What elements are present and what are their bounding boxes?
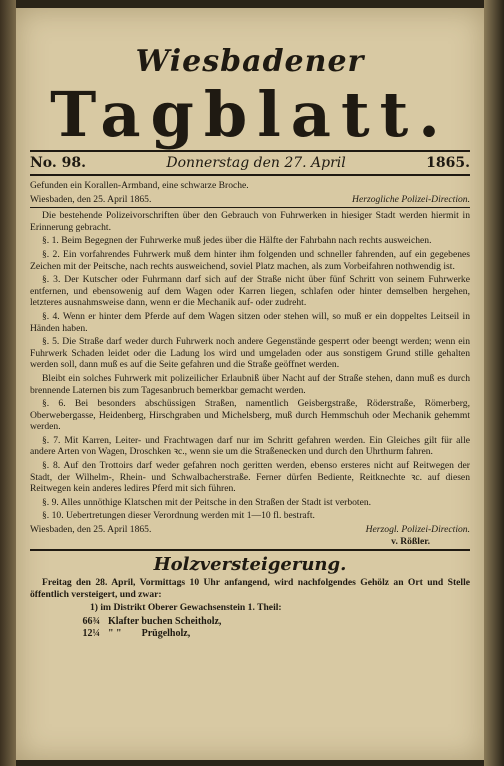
ordinance-paragraph: §. 10. Uebertretungen dieser Verordnung werden mit 1—10 fl. bestraft. [42, 510, 315, 522]
auction-title: Holzversteigerung. [153, 554, 347, 576]
found-notice: Gefunden ein Korallen-Armband, eine schwarze Broche. [30, 180, 249, 191]
auction-lot [30, 628, 470, 640]
lot-quantity: 66¾ [82, 616, 100, 627]
notice-rule [30, 207, 470, 208]
content [30, 180, 470, 640]
issue-date: Donnerstag den 27. April [166, 155, 346, 171]
issue-number: No. 98. [30, 155, 86, 171]
issue-year: 1865. [426, 155, 470, 171]
issue-line [30, 155, 470, 171]
newspaper-page [16, 8, 484, 760]
masthead [16, 8, 484, 150]
ordinance-signature [30, 524, 470, 536]
ordinance-authority: Herzogl. Polizei-Direction. [365, 524, 470, 536]
auction-district: 1) im Distrikt Oberer Gewachsenstein 1. Theil: [90, 602, 282, 614]
found-notice-signature [30, 194, 470, 206]
issue-rule [30, 174, 470, 176]
masthead-title: Tagblatt. [50, 78, 450, 151]
ordinance-signer-line [30, 536, 470, 548]
auction-intro: Freitag den 28. April, Vormittags 10 Uhr anfangend, wird nachfolgendes Gehölz an Ort und Stelle öffentlich versteigert, und zwar: [30, 577, 470, 600]
ordinance-date: Wiesbaden, den 25. April 1865. [30, 524, 152, 536]
book-spine [0, 0, 16, 766]
ordinance-paragraph: Bleibt ein solches Fuhrwerk mit polizeilicher Erlaubniß über Nacht auf der Straße stehen, dann muß es durch brennende Laternen bis zum Tagesanbruch bemerkbar gemacht werden. [30, 372, 470, 396]
lot-description: Klafter buchen Scheitholz, [108, 616, 222, 627]
ordinance-intro: Die bestehende Polizeivorschriften über den Gebrauch von Fuhrwerken in hiesiger Stadt werden hiermit in Erinnerung gebracht. [30, 210, 470, 233]
auction-lot [30, 616, 470, 628]
found-notice-authority: Herzogliche Polizei-Direction. [352, 193, 470, 205]
ordinance-paragraph: §. 7. Mit Karren, Leiter- und Frachtwagen darf nur im Schritt gefahren werden. Ein Gleiches gilt für alle andere Arten von Wagen, Droschken ꝛc., wenn sie um die Straßenecken und durch den Uhrthurm fahren. [30, 434, 470, 458]
masthead-line1: Wiesbadener [135, 44, 365, 79]
lot-description: " " [108, 628, 122, 639]
page-edge [484, 0, 504, 766]
found-notice-date: Wiesbaden, den 25. April 1865. [30, 193, 152, 205]
lot-detail: Prügelholz, [141, 628, 191, 639]
ordinance-paragraph: §. 1. Beim Begegnen der Fuhrwerke muß jedes über die Hälfte der Fahrbahn nach rechts ausweichen. [42, 235, 432, 247]
ordinance-paragraph: §. 3. Der Kutscher oder Fuhrmann darf sich auf der Straße nicht über fünf Schritt von seinem Fuhrwerke entfernen, und ebensowenig auf dem Wagen oder Karren liegen, schlafen oder hinter demselben hergehen, letzteres ausnahmsweise dann, wenn er die Mechanik auf- oder zudreht. [30, 274, 470, 309]
ordinance-signer: v. Rößler. [391, 535, 430, 547]
auction-rule [30, 549, 470, 551]
ordinance-paragraph: §. 6. Bei besonders abschüssigen Straßen, namentlich Geisbergstraße, Röderstraße, Römerberg, Oberwebergasse, Heidenberg, Hirschgraben und Michelsberg, muß durch Hemmschuh oder Mechanik gehemmt werden. [30, 398, 470, 433]
lot-quantity: 12¼ [82, 628, 100, 639]
ordinance-paragraph: §. 5. Die Straße darf weder durch Fuhrwerk noch andere Gegenstände gesperrt oder beengt werden; wenn ein Fuhrwerk Schaden leidet oder die Ladung los wird und umgeladen oder aus sonstigem Grund stille gehalten werden soll, dann muß es auf die Seite gefahren und die Straße geöffnet werden. [30, 336, 470, 371]
ordinance-paragraph: §. 9. Alles unnöthige Klatschen mit der Peitsche in den Straßen der Stadt ist verboten. [42, 496, 372, 508]
ordinance-paragraph: §. 4. Wenn er hinter dem Pferde auf dem Wagen sitzen oder stehen will, so muß er ein doppeltes Leitseil in Händen haben. [30, 310, 470, 334]
ordinance-paragraph: §. 2. Ein vorfahrendes Fuhrwerk muß dem hinter ihm folgenden und schneller fahrenden, auf ein gegebenes Zeichen mit der Peitsche, nach rechts ausweichend, soviel Platz machen, als zum Vorbeifahren nothwendig ist. [30, 248, 470, 272]
ordinance-paragraph: §. 8. Auf den Trottoirs darf weder gefahren noch geritten werden, ebenso ersteres nicht auf Reitwegen der Stadt, der Wilhelm-, Rhein- und Schwalbacherstraße. Ferner dürfen Bediente, Reitknechte ꝛc. auf diesen Reitwegen kein anderes ledires Pferd mit sich führen. [30, 460, 470, 495]
